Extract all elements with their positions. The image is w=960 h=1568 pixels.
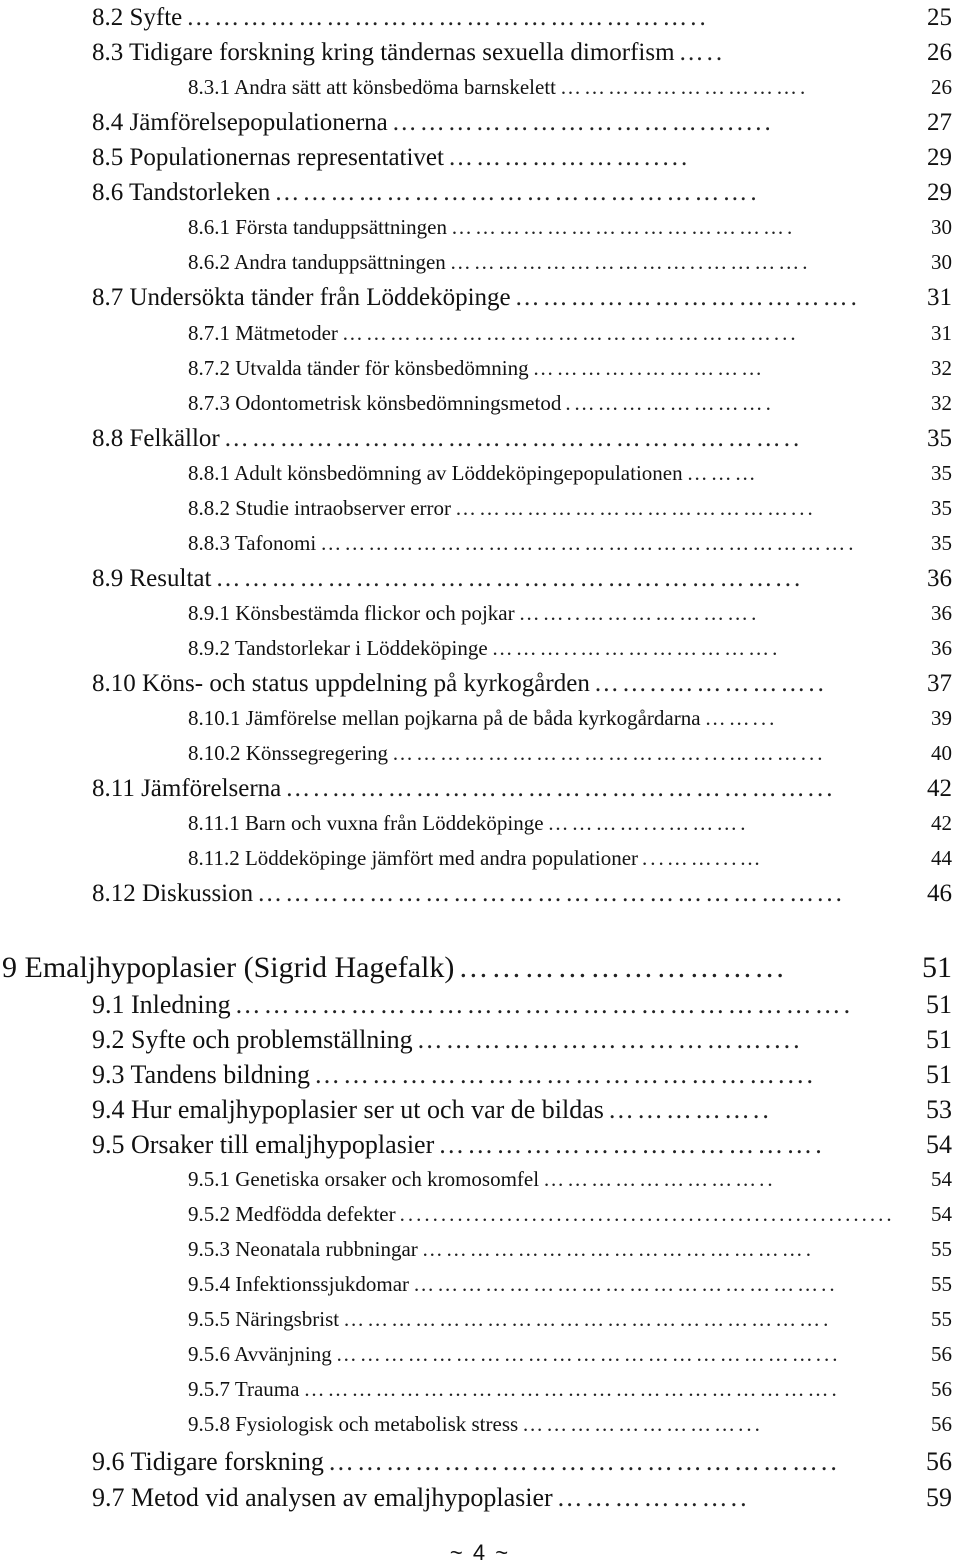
- toc-entry[interactable]: [188, 1339, 952, 1369]
- toc-entry-page: 37: [927, 670, 952, 697]
- toc-dot-leader: ……………………………………………..: [413, 1272, 838, 1296]
- toc-entry-page: 29: [927, 144, 952, 171]
- toc-entry[interactable]: [188, 528, 952, 558]
- toc-entry-page: 26: [931, 75, 952, 99]
- toc-entry-title: 9.4 Hur emaljhypoplasier ser ut och var de bildas: [92, 1095, 604, 1124]
- toc-entry-title: 8.3 Tidigare forskning kring tändernas sexuella dimorfism: [92, 39, 675, 66]
- toc-dot-leader: ………………………………………………..: [186, 4, 709, 31]
- toc-dot-leader: ……………………………….: [514, 284, 860, 311]
- toc-entry-title: 9.6 Tidigare forskning: [92, 1447, 324, 1476]
- toc-entry-title: 9.5.8 Fysiologisk och metabolisk stress: [188, 1412, 519, 1436]
- toc-entry-page: 26: [927, 39, 952, 66]
- toc-entry-title: 9.5.4 Infektionssjukdomar: [188, 1272, 410, 1296]
- toc-dot-leader: ……………………………………………………...: [215, 565, 804, 592]
- toc-entry[interactable]: [188, 738, 952, 768]
- toc-entry-title: 9.5.3 Neonatala rubbningar: [188, 1237, 418, 1261]
- toc-entry-page: 55: [931, 1272, 952, 1296]
- toc-dot-leader: ……..……………..: [593, 670, 827, 697]
- toc-entry-page: 35: [931, 461, 952, 485]
- toc-entry-page: 46: [927, 880, 952, 907]
- toc-entry-title: 8.11.1 Barn och vuxna från Löddeköpinge: [188, 811, 544, 835]
- toc-entry-page: 56: [931, 1412, 952, 1436]
- toc-entry-page: 39: [931, 706, 952, 730]
- page-number: ~ 4 ~: [449, 1540, 511, 1565]
- toc-dot-leader: ……………………………………………..: [327, 1447, 840, 1476]
- toc-entry-page: 54: [926, 1130, 952, 1159]
- toc-entry[interactable]: [92, 142, 952, 174]
- toc-entry[interactable]: [92, 177, 952, 209]
- toc-entry-page: 42: [931, 811, 952, 835]
- toc-entry[interactable]: [92, 2, 952, 34]
- toc-entry[interactable]: [92, 878, 952, 910]
- toc-entry-page: 30: [931, 215, 952, 239]
- toc-entry-title: 8.7 Undersökta tänder från Löddeköpinge: [92, 284, 511, 311]
- toc-dot-leader: …………………………………………....: [313, 1060, 816, 1089]
- toc-dot-leader: ……..………………….: [518, 601, 760, 625]
- toc-entry-title: 9.5.5 Näringsbrist: [188, 1307, 340, 1331]
- toc-entry[interactable]: [188, 493, 952, 523]
- toc-entry-page: 51: [922, 951, 952, 984]
- toc-entry-title: 9.5 Orsaker till emaljhypoplasier: [92, 1130, 435, 1159]
- toc-entry-title: 9 Emaljhypoplasier (Sigrid Hagefalk): [2, 951, 455, 984]
- toc-entry-title: 8.8.1 Adult könsbedömning av Löddeköpingepopulationen: [188, 461, 683, 485]
- toc-entry-title: 8.7.1 Mätmetoder: [188, 321, 338, 345]
- toc-entry-title: 8.7.2 Utvalda tänder för könsbedömning: [188, 356, 529, 380]
- toc-dot-leader: …………..……………: [532, 356, 766, 380]
- toc-entry-page: 25: [927, 4, 952, 31]
- toc-entry-page: 31: [931, 321, 952, 345]
- toc-entry[interactable]: [188, 808, 952, 838]
- toc-dot-leader: .…………………….: [565, 391, 774, 415]
- toc-entry-title: 9.5.2 Medfödda defekter: [188, 1202, 396, 1226]
- toc-dot-leader: ………………………………………………………….: [320, 531, 857, 555]
- toc-entry-page: 32: [931, 356, 952, 380]
- toc-entry-title: 8.6.2 Andra tanduppsättningen: [188, 250, 446, 274]
- toc-entry[interactable]: [92, 1093, 952, 1126]
- toc-entry-title: 8.11 Jämförelserna: [92, 775, 282, 802]
- toc-entry[interactable]: [92, 107, 952, 139]
- toc-entry-page: 55: [931, 1237, 952, 1261]
- toc-dot-leader: ………………………………………….: [421, 1237, 815, 1261]
- toc-entry[interactable]: [92, 1481, 952, 1514]
- toc-entry-title: 9.5.7 Trauma: [188, 1377, 300, 1401]
- toc-entry-title: 8.7.3 Odontometrisk könsbedömningsmetod: [188, 391, 562, 415]
- toc-entry[interactable]: [92, 1128, 952, 1161]
- toc-entry-title: 9.1 Inledning: [92, 990, 231, 1019]
- toc-dot-leader: ………..…………………….: [491, 636, 781, 660]
- toc-entry-page: 40: [931, 741, 952, 765]
- toc-entry-page: 27: [927, 109, 952, 136]
- toc-entry-title: 9.5.1 Genetiska orsaker och kromosomfel: [188, 1167, 540, 1191]
- toc-entry-page: 42: [927, 775, 952, 802]
- toc-entry-page: 51: [926, 1060, 952, 1089]
- toc-entry[interactable]: [92, 668, 952, 700]
- toc-dot-leader: ………………………….: [560, 75, 809, 99]
- toc-entry[interactable]: [188, 247, 952, 277]
- toc-dot-leader: …………………………………………….: [274, 179, 760, 206]
- toc-entry-page: 31: [927, 284, 952, 311]
- toc-entry-title: 8.6 Tandstorleken: [92, 179, 271, 206]
- toc-dot-leader: …………………………………….: [450, 215, 796, 239]
- toc-entry-title: 9.5.6 Avvänjning: [188, 1342, 332, 1366]
- toc-entry-title: 8.9.1 Könsbestämda flickor och pojkar: [188, 601, 515, 625]
- toc-entry-page: 36: [927, 565, 952, 592]
- toc-dot-leader: ………………………...: [522, 1412, 763, 1436]
- toc-entry-page: 35: [931, 496, 952, 520]
- toc-entry-page: 54: [931, 1202, 952, 1226]
- toc-entry[interactable]: [188, 1269, 952, 1299]
- toc-entry-page: 29: [927, 179, 952, 206]
- toc-dot-leader: ……………………………………...: [455, 496, 816, 520]
- toc-entry-page: 59: [926, 1483, 952, 1512]
- toc-dot-leader: ............................................................: [399, 1202, 895, 1226]
- toc-dot-leader: …………………………..………….: [449, 250, 811, 274]
- toc-entry-page: 51: [926, 1025, 952, 1054]
- toc-entry-title: 8.4 Jämförelsepopulationerna: [92, 109, 388, 136]
- toc-entry[interactable]: [92, 37, 952, 69]
- toc-entry[interactable]: [2, 950, 952, 986]
- toc-dot-leader: ………………………..: [543, 1167, 776, 1191]
- toc-dot-leader: …..……………………………………………...: [285, 775, 836, 802]
- toc-dot-leader: ……………………………………………………….: [234, 990, 854, 1019]
- toc-entry-page: 36: [931, 601, 952, 625]
- toc-entry-title: 8.8.3 Tafonomi: [188, 531, 317, 555]
- toc-entry-title: 8.3.1 Andra sätt att könsbedöma barnskelett: [188, 75, 557, 99]
- toc-dot-leader: ………………………………....: [416, 1025, 803, 1054]
- toc-dot-leader: ……………..: [607, 1095, 772, 1124]
- toc-dot-leader: …………………………………...………...: [392, 741, 826, 765]
- toc-entry-page: 35: [927, 425, 952, 452]
- toc-dot-leader: ……………………………………………………...: [335, 1342, 841, 1366]
- toc-dot-leader: ………………….....: [447, 144, 691, 171]
- toc-entry-title: 9.3 Tandens bildning: [92, 1060, 310, 1089]
- toc-entry-title: 8.2 Syfte: [92, 4, 183, 31]
- toc-entry[interactable]: [188, 1374, 952, 1404]
- toc-entry-page: 32: [931, 391, 952, 415]
- toc-entry-title: 8.9 Resultat: [92, 565, 212, 592]
- toc-dot-leader: ………………………………….: [438, 1130, 825, 1159]
- toc-entry-page: 51: [926, 990, 952, 1019]
- toc-dot-leader: ………………………………………………………….: [303, 1377, 840, 1401]
- toc-entry-page: 56: [931, 1377, 952, 1401]
- toc-entry[interactable]: [188, 598, 952, 628]
- toc-entry-title: 8.10.1 Jämförelse mellan pojkarna på de båda kyrkogårdarna: [188, 706, 701, 730]
- toc-entry[interactable]: [92, 988, 952, 1021]
- toc-dot-leader: …………...……….: [547, 811, 749, 835]
- toc-entry-page: 56: [931, 1342, 952, 1366]
- toc-entry[interactable]: [92, 423, 952, 455]
- toc-entry[interactable]: [188, 703, 952, 733]
- toc-entry[interactable]: [188, 1304, 952, 1334]
- toc-entry[interactable]: [92, 282, 952, 314]
- toc-entry-title: 8.8 Felkällor: [92, 425, 220, 452]
- toc-dot-leader: ………: [686, 461, 759, 485]
- toc-entry-title: 8.8.2 Studie intraobserver error: [188, 496, 452, 520]
- toc-entry[interactable]: [92, 1058, 952, 1091]
- toc-entry[interactable]: [92, 1445, 952, 1478]
- toc-entry[interactable]: [92, 1023, 952, 1056]
- toc-entry[interactable]: [188, 1199, 952, 1229]
- toc-entry[interactable]: [92, 563, 952, 595]
- toc-entry-title: 9.7 Metod vid analysen av emaljhypoplasier: [92, 1483, 553, 1512]
- toc-entry-page: 30: [931, 250, 952, 274]
- toc-entry-page: 44: [931, 846, 952, 870]
- toc-entry[interactable]: [188, 1409, 952, 1439]
- toc-entry-page: 54: [931, 1167, 952, 1191]
- toc-entry-page: 53: [926, 1095, 952, 1124]
- toc-dot-leader: ………………………………………………...: [341, 321, 799, 345]
- toc-dot-leader: ………………..: [556, 1483, 750, 1512]
- toc-entry[interactable]: [188, 72, 952, 102]
- toc-entry-title: 8.12 Diskussion: [92, 880, 254, 907]
- toc-entry[interactable]: [188, 633, 952, 663]
- toc-dot-leader: ……...: [704, 706, 778, 730]
- toc-entry-title: 8.6.1 Första tanduppsättningen: [188, 215, 447, 239]
- toc-entry[interactable]: [92, 773, 952, 805]
- toc-entry-title: 8.10 Köns- och status uppdelning på kyrkogården: [92, 670, 590, 697]
- toc-entry[interactable]: [188, 212, 952, 242]
- toc-dot-leader: …..: [678, 39, 726, 66]
- toc-dot-leader: ……………………………………………………..: [223, 425, 803, 452]
- toc-entry[interactable]: [188, 388, 952, 418]
- toc-entry-title: 8.5 Populationernas representativet: [92, 144, 444, 171]
- toc-dot-leader: ………………………...: [458, 951, 787, 984]
- toc-entry-title: 8.10.2 Könssegregering: [188, 741, 389, 765]
- toc-entry[interactable]: [188, 353, 952, 383]
- toc-dot-leader: …………………………………………………….: [343, 1307, 832, 1331]
- toc-entry-page: 56: [926, 1447, 952, 1476]
- toc-entry-page: 55: [931, 1307, 952, 1331]
- toc-dot-leader: ……………………………………………………...: [257, 880, 845, 907]
- toc-entry[interactable]: [188, 318, 952, 348]
- toc-entry[interactable]: [188, 843, 952, 873]
- toc-entry[interactable]: [188, 458, 952, 488]
- toc-entry-title: 8.11.2 Löddeköpinge jämfört med andra populationer: [188, 846, 639, 870]
- toc-entry[interactable]: [188, 1234, 952, 1264]
- toc-entry-title: 8.9.2 Tandstorlekar i Löddeköpinge: [188, 636, 488, 660]
- toc-entry-title: 9.2 Syfte och problemställning: [92, 1025, 413, 1054]
- toc-entry-page: 36: [931, 636, 952, 660]
- toc-dot-leader: ...……...…: [642, 846, 764, 870]
- toc-entry[interactable]: [188, 1164, 952, 1194]
- toc-entry-page: 35: [931, 531, 952, 555]
- toc-dot-leader: ……………………………........: [391, 109, 774, 136]
